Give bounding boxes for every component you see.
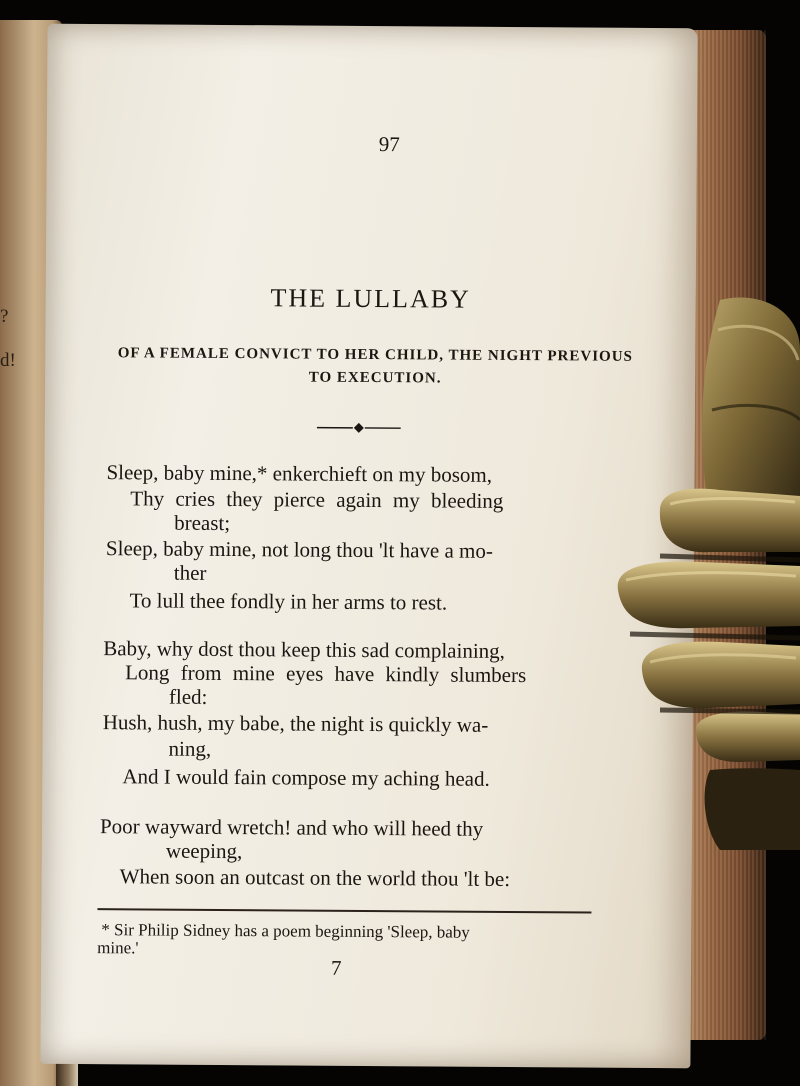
verse-line: Poor wayward wretch! and who will heed thy (99, 814, 484, 841)
verse-line: And I would fain compose my aching head. (122, 764, 490, 791)
verse-line: Thy cries they pierce again my bleeding (130, 486, 504, 513)
verse-line: Sleep, baby mine, not long thou 'lt have a mo- (105, 536, 494, 563)
footnote-rule (97, 908, 591, 913)
footnote: * Sir Philip Sidney has a poem beginning 'Sleep, baby (101, 920, 470, 942)
verse-line: Long from mine eyes have kindly slumbers (125, 660, 527, 688)
left-fragment-line-2: d! (0, 350, 16, 371)
verse-line: ning, (168, 736, 212, 761)
bronze-hand-bookend-icon (600, 290, 800, 850)
poem-subtitle: OF A FEMALE CONVICT TO HER CHILD, THE NIGHT PREVIOUS TO EXECUTION. (117, 345, 633, 387)
diamond-rule-ornament-icon (317, 422, 401, 435)
verse-line: breast; (174, 510, 231, 536)
footnote-continuation: mine.' (97, 938, 139, 958)
verse-line: Sleep, baby mine,* enkerchieft on my bosom, (106, 460, 493, 487)
signature-mark: 7 (330, 955, 342, 980)
verse-line: Baby, why dost thou keep this sad complaining, (103, 636, 506, 663)
left-page-fragment (0, 295, 20, 383)
verse-line: weeping, (165, 838, 243, 864)
verse-line: ther (173, 560, 207, 585)
page-number: 97 (378, 132, 400, 157)
verse-line: To lull thee fondly in her arms to rest. (129, 588, 448, 615)
verse-line: Hush, hush, my babe, the night is quickly wa- (102, 710, 489, 737)
poem-title: THE LULLABY (270, 283, 471, 314)
left-fragment-line-1: ? (0, 306, 9, 327)
verse-line: fled: (168, 684, 208, 709)
verse-line: When soon an outcast on the world thou 'lt be: (119, 864, 511, 891)
